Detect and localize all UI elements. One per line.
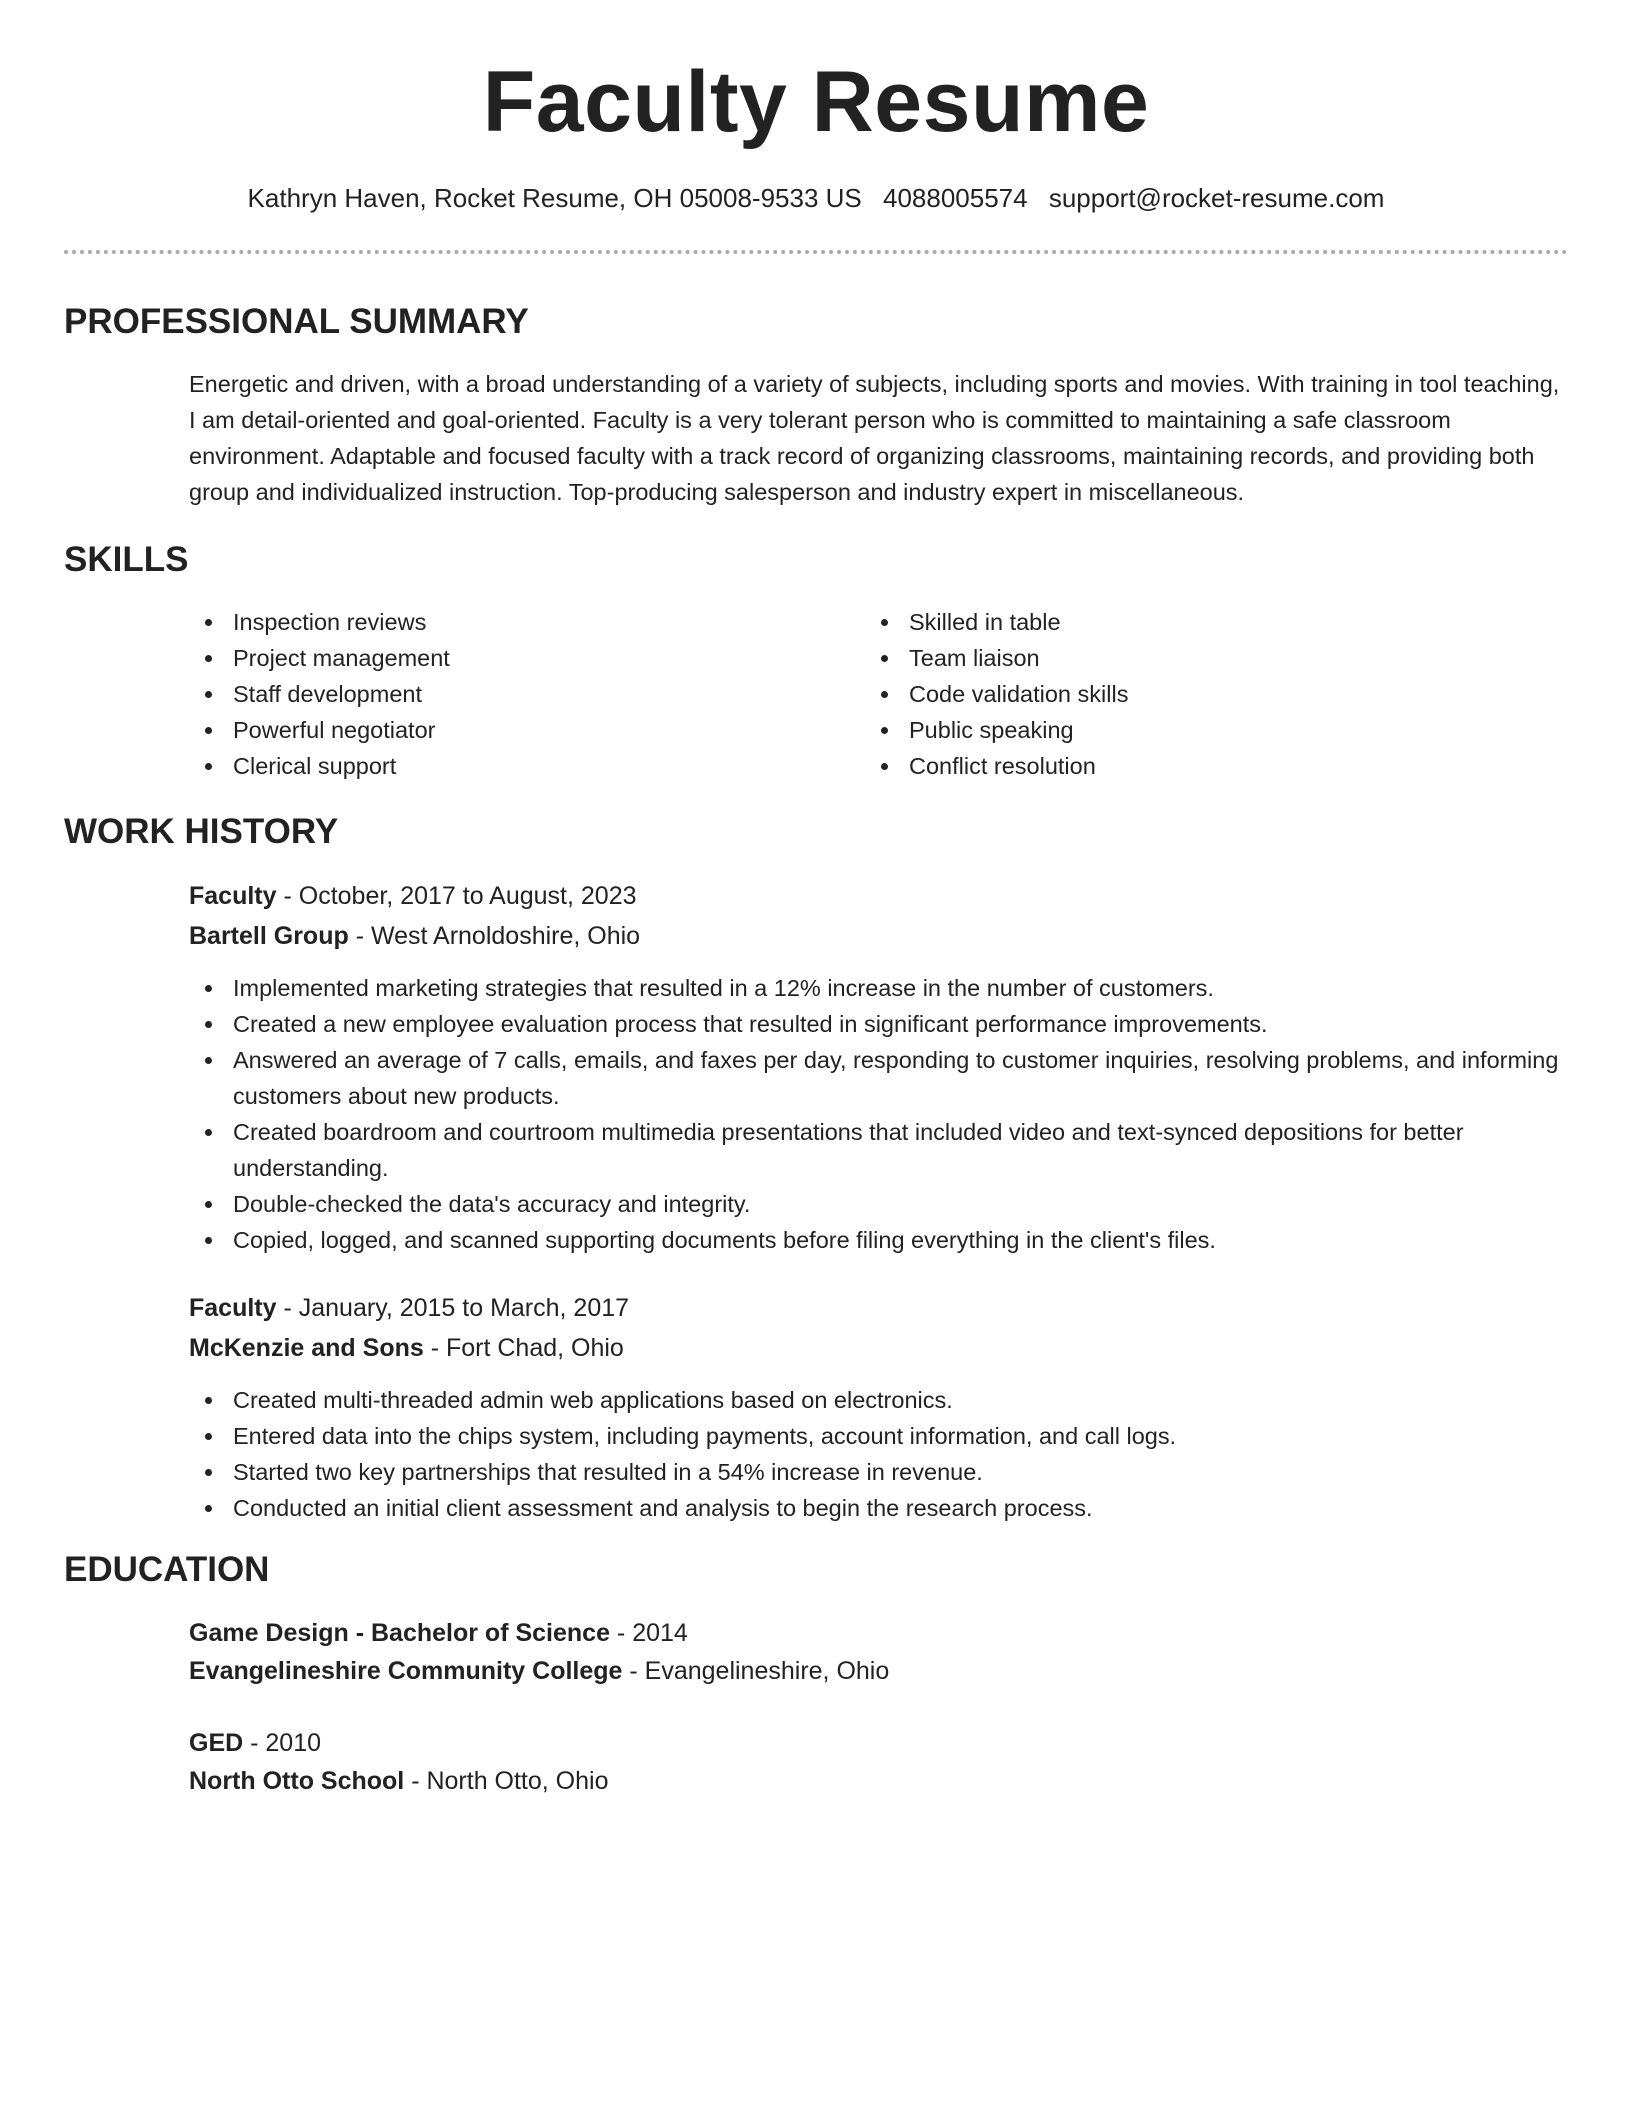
education-degree: GED (189, 1729, 244, 1757)
job-bullet: Conducted an initial client assessment and analysis to begin the research process. (189, 1490, 1569, 1526)
contact-line (0, 180, 1632, 216)
summary-heading: PROFESSIONAL SUMMARY (64, 302, 529, 341)
job-dates: - January, 2015 to March, 2017 (276, 1294, 630, 1322)
job-title-line (189, 1288, 629, 1328)
job-bullet: Created a new employee evaluation process that resulted in significant performance improvements. (189, 1006, 1569, 1042)
resume-title: Faculty Resume (482, 54, 1150, 150)
skill-item: Skilled in table (865, 604, 1505, 640)
job-location: - Fort Chad, Ohio (423, 1334, 624, 1362)
job-bullet: Answered an average of 7 calls, emails, and faxes per day, responding to customer inquiries, resolving problems, and informing customers about new products. (189, 1042, 1569, 1114)
education-school-line (189, 1651, 889, 1691)
job-bullet: Double-checked the data's accuracy and integrity. (189, 1186, 1569, 1222)
skill-item: Inspection reviews (189, 604, 829, 640)
skill-item: Code validation skills (865, 676, 1505, 712)
job-bullet: Implemented marketing strategies that resulted in a 12% increase in the number of customers. (189, 970, 1569, 1006)
skill-item: Project management (189, 640, 829, 676)
skill-item: Staff development (189, 676, 829, 712)
job-company: Bartell Group (189, 922, 349, 950)
skill-item: Clerical support (189, 748, 829, 784)
skill-item: Team liaison (865, 640, 1505, 676)
job-bullet: Created boardroom and courtroom multimedia presentations that included video and text-synced depositions for better understanding. (189, 1114, 1569, 1186)
education-location: - North Otto, Ohio (404, 1767, 609, 1795)
skills-heading: SKILLS (64, 540, 189, 579)
work-heading: WORK HISTORY (64, 812, 339, 851)
skill-item: Powerful negotiator (189, 712, 829, 748)
contact-phone: 4088005574 (882, 183, 1028, 213)
skills-list-left (189, 604, 829, 784)
job-bullet: Entered data into the chips system, including payments, account information, and call logs. (189, 1418, 1569, 1454)
skills-list-right (865, 604, 1505, 784)
job-bullets (189, 1382, 1569, 1526)
job-title: Faculty (189, 882, 277, 910)
skill-item: Public speaking (865, 712, 1505, 748)
job-location: - West Arnoldoshire, Ohio (348, 922, 641, 950)
job-title-line (189, 876, 637, 916)
education-degree-line (189, 1613, 688, 1653)
education-degree-line (189, 1723, 321, 1763)
contact-email[interactable]: support@rocket-resume.com (1048, 183, 1385, 213)
education-school: Evangelineshire Community College (189, 1657, 623, 1685)
job-dates: - October, 2017 to August, 2023 (276, 882, 637, 910)
job-company-line (189, 916, 640, 956)
education-degree: Game Design - Bachelor of Science (189, 1619, 610, 1647)
job-company-line (189, 1328, 624, 1368)
education-year: - 2010 (243, 1729, 322, 1757)
job-title: Faculty (189, 1294, 277, 1322)
education-location: - Evangelineshire, Ohio (622, 1657, 890, 1685)
job-company: McKenzie and Sons (189, 1334, 424, 1362)
education-heading: EDUCATION (64, 1550, 270, 1589)
job-bullets (189, 970, 1569, 1258)
education-school-line (189, 1761, 609, 1801)
skill-item: Conflict resolution (865, 748, 1505, 784)
contact-address: Kathryn Haven, Rocket Resume, OH 05008-9533 US (247, 183, 862, 213)
education-school: North Otto School (189, 1767, 405, 1795)
job-bullet: Created multi-threaded admin web applications based on electronics. (189, 1382, 1569, 1418)
job-bullet: Copied, logged, and scanned supporting documents before filing everything in the client's files. (189, 1222, 1569, 1258)
summary-text: Energetic and driven, with a broad understanding of a variety of subjects, including sports and movies. With training in tool teaching, I am detail-oriented and goal-oriented. Faculty is a very tolerant person who is committed to maintaining a safe classroom environment. Adaptable and focused faculty with a track record of organizing classrooms, maintaining records, and providing both group and individualized instruction. Top-producing salesperson and industry expert in miscellaneous. (189, 371, 1560, 505)
job-bullet: Started two key partnerships that resulted in a 54% increase in revenue. (189, 1454, 1569, 1490)
header-divider (64, 250, 1568, 254)
education-year: - 2014 (609, 1619, 688, 1647)
